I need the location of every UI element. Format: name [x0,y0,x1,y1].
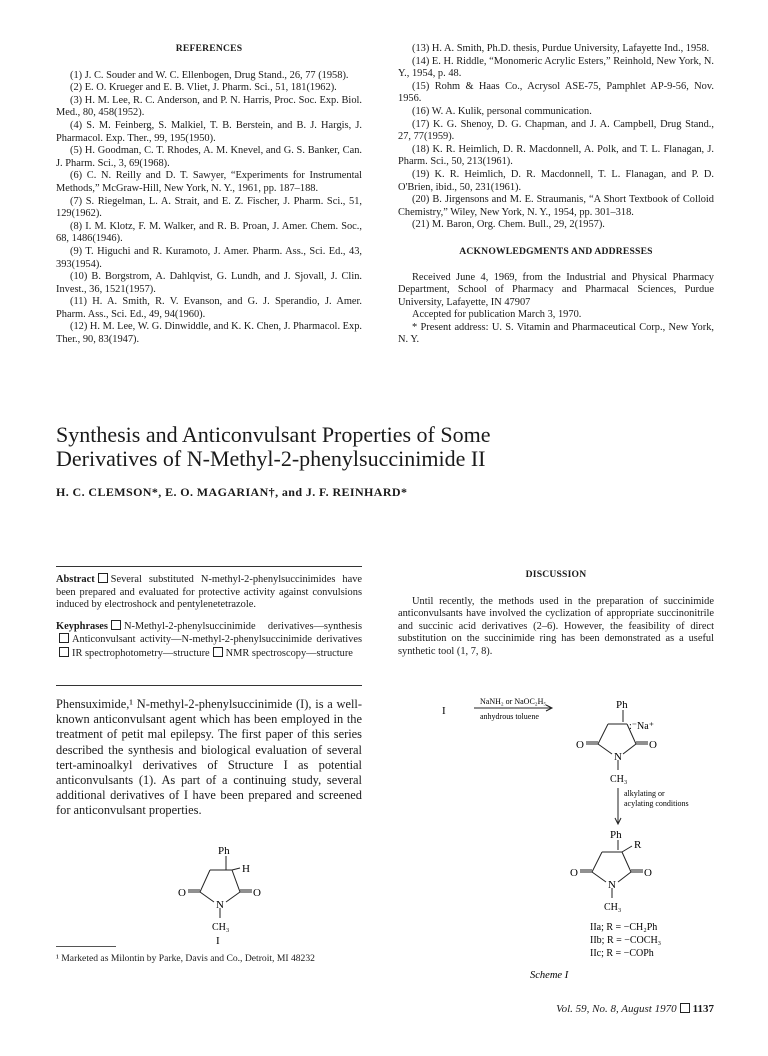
reference-item: (4) S. M. Feinberg, S. Malkiel, T. B. Berstein, and B. J. Hargis, J. Pharmacol. Exp. Ther., 99, 195(1950). [56,119,362,144]
structure-I-diagram [160,840,270,950]
scheme-anion-o-right: O [649,739,657,751]
scheme-anion-charge: :⁻Na⁺ [629,721,654,732]
square-icon [680,1003,690,1013]
keyphrases-label: Keyphrases [56,620,108,632]
scheme-product-r: R [634,839,642,851]
scheme-reagent-2: anhydrous toluene [480,712,539,721]
reference-item: (9) T. Higuchi and R. Kuramoto, J. Amer. Pharm. Ass., Sci. Ed., 43, 393(1954). [56,245,362,270]
abstract-bottom-rule [56,685,362,686]
keyphrase-1: N-Methyl-2-phenylsuccinimide derivatives—synthesis [123,620,362,632]
reference-item: (21) M. Baron, Org. Chem. Bull., 29, 2(1957). [412,219,605,231]
scheme-reagent-1: NaNH₂ or NaOC₂H₅ [480,697,547,706]
reference-item: (8) I. M. Klotz, F. M. Walker, and R. B. Proan, J. Amer. Chem. Soc., 68, 1486(1946). [56,220,362,245]
reference-item: (3) H. M. Lee, R. C. Anderson, and P. N. Harris, Proc. Soc. Exp. Biol. Med., 80, 458(1952). [56,94,362,119]
reference-item: (20) B. Jirgensons and M. E. Straumanis, “A Short Textbook of Colloid Chemistry,” Wiley, New York, N. Y., 1954, pp. 301–318. [398,194,714,218]
references-list-right [398,43,714,232]
scheme-anion-ph: Ph [616,699,628,711]
structure-I-h: H [242,863,250,875]
abstract-label: Abstract [56,574,95,585]
article-authors: H. C. CLEMSON*, E. O. MAGARIAN†, and J. F. REINHARD* [56,485,408,499]
scheme-product-o-right: O [644,867,652,879]
scheme-anion-ch3: CH₃ [610,774,628,785]
reference-item: (19) K. R. Heimlich, D. R. Macdonnell, T. L. Flanagan, and P. D. O'Brien, ibid., 50, 231(1961). [398,168,714,193]
scheme-step2-line1: alkylating or [624,789,665,798]
scheme-product-IIa: IIa; R = −CH₂Ph [590,922,658,933]
reference-item: (14) E. H. Riddle, “Monomeric Acrylic Esters,” Reinhold, New York, N. Y., 1954, p. 48. [398,55,714,80]
intro-paragraph: Phensuximide,¹ N-methyl-2-phenylsuccinimide (I), is a well-known anticonvulsant agent which has been employed in the treatment of petit mal epilepsy. The first paper of this series described the synthesis and biological evaluation of several tert-aminoalkyl derivatives of Structure I as potential anticonvulsants (1). As part of a continuing study, several additional derivatives of I have been prepared and screened for anticonvulsant properties. [56,697,362,818]
square-icon [59,647,69,657]
reference-item: (17) K. G. Shenoy, D. G. Chapman, and J. A. Campbell, Drug Stand., 27, 77(1959). [398,118,714,143]
reference-item: (11) H. A. Smith, R. V. Evanson, and G. J. Sperandio, J. Amer. Pharm. Ass., Sci. Ed., 49, 94(1960). [56,296,362,320]
title-line-1: Synthesis and Anticonvulsant Properties of Some [56,422,491,447]
scheme-product-ch3: CH₃ [604,902,622,913]
discussion-heading: DISCUSSION [525,569,587,580]
title-line-2: Derivatives of N-Methyl-2-phenylsuccinimide II [56,446,486,471]
scheme-start-I: I [442,705,446,717]
references-column-left [56,43,362,347]
footer-journal: Vol. 59, No. 8, August 1970 [556,1003,677,1015]
structure-I-o-left: O [178,887,186,899]
scheme-product-IIb: IIb; R = −COCH₃ [590,935,662,946]
discussion-section [398,569,714,659]
scheme-product-n: N [608,879,616,891]
square-icon [59,633,69,643]
ack-present-address: * Present address: U. S. Vitamin and Pharmaceutical Corp., New York, N. Y. [398,321,714,346]
reference-item: (13) H. A. Smith, Ph.D. thesis, Purdue University, Lafayette Ind., 1958. [412,43,710,54]
abstract-block [56,573,362,661]
square-icon [111,620,121,630]
reference-item: (6) C. N. Reilly and D. T. Sawyer, “Experiments for Instrumental Methods,” McGraw-Hill, New York, N. Y., 1961, pp. 187–188. [56,170,362,194]
ack-accepted: Accepted for publication March 3, 1970. [412,309,582,321]
square-icon [98,573,108,583]
scheme-product-IIc: IIc; R = −COPh [590,948,654,959]
structure-I-o-right: O [253,887,261,899]
scheme-step2-line2: acylating conditions [624,799,689,808]
article-title [56,423,490,471]
abstract-text: Several substituted N-methyl-2-phenylsuccinimides have been prepared and evaluated for protective activity against convulsions induced by electroshock and pentylenetetrazole. [56,574,362,611]
reference-item: (12) H. M. Lee, W. G. Dinwiddle, and K. K. Chen, J. Pharmacol. Exp. Ther., 90, 83(1947). [56,321,362,346]
footer-page-number: 1137 [692,1003,714,1015]
discussion-paragraph: Until recently, the methods used in the preparation of succinimide anticonvulsants have involved the cyclization of appropriate succinonitrile and succinic acid derivatives (2–6). However, the feasibility of direct substitution on the succinimide ring has been demonstrated as a useful synthetic tool (1, 7, 8). [398,595,714,657]
keyphrase-4: NMR spectroscopy—structure [225,647,353,659]
reference-item: (10) B. Borgstrom, A. Dahlqvist, G. Lundh, and J. Sjovall, J. Clin. Invest., 36, 1521(1957). [56,271,362,295]
references-list-left [56,70,362,347]
keyphrase-2: Anticonvulsant activity—N-methyl-2-phenylsuccinimide derivatives [72,634,362,646]
scheme-product-o-left: O [570,867,578,879]
reference-item: (16) W. A. Kulik, personal communication. [412,105,592,117]
reference-item: (2) E. O. Krueger and E. B. Vliet, J. Pharm. Sci., 51, 181(1962). [70,82,337,94]
scheme-anion-o-left: O [576,739,584,751]
structure-I-label: I [216,935,220,947]
reference-item: (7) S. Riegelman, L. A. Strait, and E. Z. Fischer, J. Pharm. Sci., 51, 129(1962). [56,195,362,220]
structure-I-ch3: CH₃ [212,922,230,933]
abstract-top-rule [56,566,362,567]
ack-received: Received June 4, 1969, from the Industrial and Physical Pharmacy Department, School of Pharmacy and Pharmacal Sciences, Purdue University, Lafayette, IN 47907 [398,271,714,308]
reference-item: (18) K. R. Heimlich, D. R. Macdonnell, A. Polk, and T. L. Flanagan, J. Pharm. Sci., 50, 213(1961). [398,143,714,168]
page-footer [520,1003,714,1015]
keyphrase-3: IR spectrophotometry—structure [72,647,210,659]
footnote-rule [56,946,116,947]
square-icon [213,647,223,657]
reference-item: (5) H. Goodman, C. T. Rhodes, A. M. Knevel, and G. S. Banker, Can. J. Pharm. Sci., 3, 69(1968). [56,145,362,169]
scheme-anion-n: N [614,751,622,763]
scheme-caption: Scheme I [530,970,569,981]
structure-I-ph: Ph [218,845,230,857]
acknowledgments-heading: ACKNOWLEDGMENTS AND ADDRESSES [459,245,653,257]
reference-item: (1) J. C. Souder and W. C. Ellenbogen, Drug Stand., 26, 77 (1958). [70,69,349,81]
reference-item: (15) Rohm & Haas Co., Acrysol ASE-75, Pamphlet AP-9-56, Nov. 1956. [398,80,714,105]
scheme-product-ph: Ph [610,829,622,841]
scheme-I-diagram [430,696,690,986]
references-column-right [398,43,714,347]
footnote: ¹ Marketed as Milontin by Parke, Davis and Co., Detroit, MI 48232 [56,953,315,964]
references-heading: REFERENCES [175,43,243,54]
structure-I-n: N [216,899,224,911]
